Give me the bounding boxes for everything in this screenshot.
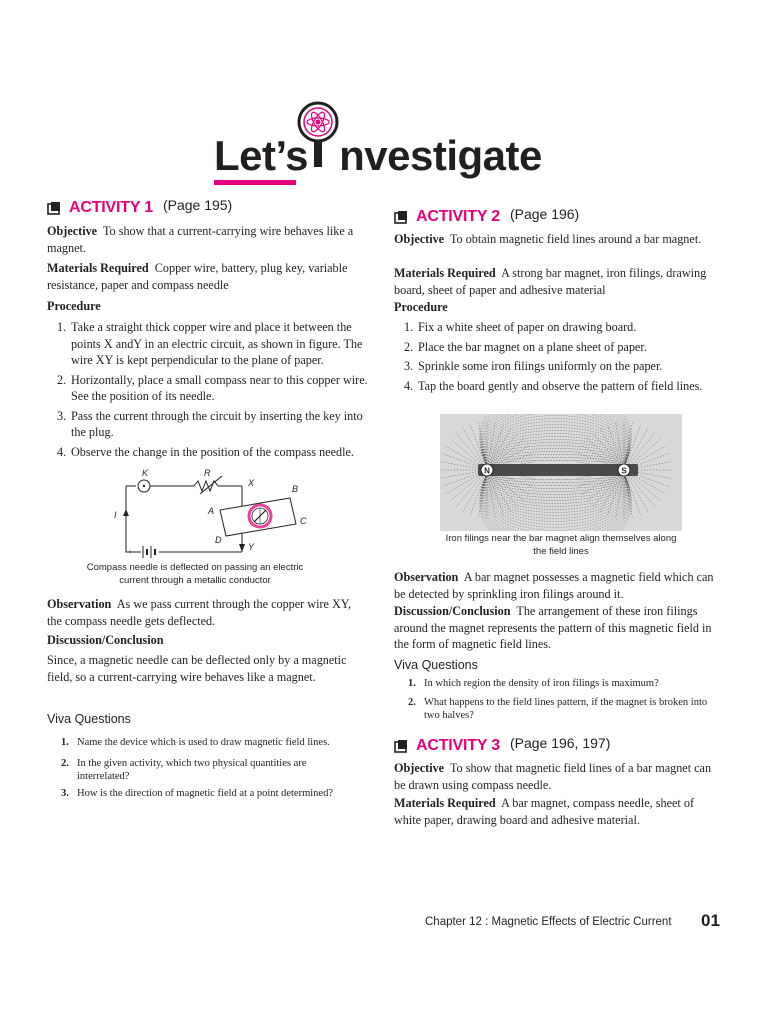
activity-2-discussion: Discussion/Conclusion The arrangement of these iron filings around the magnet represents the pattern of this magnetic field in the form of magnetic field lines. xyxy=(394,604,712,651)
activity-3-label: ACTIVITY 3 xyxy=(416,737,500,754)
list-item: 2. Horizontally, place a small compass near to this copper wire. See the position of its needle. xyxy=(57,372,368,403)
title-underline xyxy=(214,180,296,185)
list-item: 1. In which region the density of iron filings is maximum? xyxy=(408,678,659,689)
activity-1-header xyxy=(47,199,232,217)
activity-1-viva-list xyxy=(47,736,377,808)
activity-3-header xyxy=(394,737,610,755)
page-title xyxy=(214,130,542,182)
list-item: 1. Fix a white sheet of paper on drawing board. xyxy=(404,320,637,334)
activity-1-page: (Page 195) xyxy=(162,197,233,213)
label-c: C xyxy=(300,516,307,526)
label-b: B xyxy=(292,484,299,494)
activity-box-icon xyxy=(394,210,408,224)
list-item: 3. How is the direction of magnetic field at a point determined? xyxy=(61,788,333,799)
title-part-1: Let’s xyxy=(214,132,320,179)
label-r: R xyxy=(204,468,211,478)
label-d: D xyxy=(215,535,222,545)
list-item: 1. Name the device which is used to draw magnetic field lines. xyxy=(61,737,330,748)
activity-1-procedure-list xyxy=(47,319,377,463)
activity-2-procedure-list xyxy=(394,319,714,397)
activity-2-label: ACTIVITY 2 xyxy=(416,208,500,225)
label-k: K xyxy=(142,468,149,478)
title-part-2: nvestigate xyxy=(339,132,542,179)
activity-1-discussion: Since, a magnetic needle can be deflected only by a magnetic field, so a current-carrying wire behaves like a magnet. xyxy=(47,653,347,684)
activity-3-objective: Objective To show that magnetic field lines of a bar magnet can be drawn using compass needle. xyxy=(394,761,712,792)
activity-1-viva-heading: Viva Questions xyxy=(47,712,131,726)
activity-2-viva-list xyxy=(394,677,714,730)
north-pole-label: N xyxy=(484,466,490,476)
list-item: 2. Place the bar magnet on a plane sheet of paper. xyxy=(404,339,647,354)
activity-2-observation: Observation A bar magnet possesses a magnetic field which can be detected by sprinkling iron filings around it. xyxy=(394,570,714,601)
list-item: 4. Tap the board gently and observe the pattern of field lines. xyxy=(404,378,703,393)
footer-chapter: Chapter 12 : Magnetic Effects of Electric Current xyxy=(425,916,672,928)
activity-2-objective: Objective To obtain magnetic field lines around a bar magnet. xyxy=(394,232,702,246)
label-i: I xyxy=(114,510,117,520)
activity-2-materials: Materials Required A strong bar magnet, iron filings, drawing board, sheet of paper and adhesive material xyxy=(394,266,707,297)
activity-2-viva-heading: Viva Questions xyxy=(394,658,478,672)
list-item: 2. What happens to the field lines pattern, if the magnet is broken into two halves? xyxy=(408,697,708,721)
activity-1-observation: Observation As we pass current through the copper wire XY, the compass needle gets deflected. xyxy=(47,597,352,628)
circuit-diagram xyxy=(110,466,320,558)
activity-3-page: (Page 196, 197) xyxy=(509,735,611,751)
list-item: 4. Observe the change in the position of the compass needle. xyxy=(57,444,354,459)
list-item: 2. In the given activity, which two physical quantities are interrelated? xyxy=(61,758,307,782)
list-item: 3. Pass the current through the circuit by inserting the key into the plug. xyxy=(57,408,363,439)
activity-1-objective: Objective To show that a current-carrying wire behaves like a magnet. xyxy=(47,224,354,255)
activity-2-page: (Page 196) xyxy=(509,206,580,222)
activity-1-discussion-heading: Discussion/Conclusion xyxy=(47,633,164,647)
footer-page-number: 01 xyxy=(701,911,720,930)
activity-1-label: ACTIVITY 1 xyxy=(69,199,153,216)
label-x: X xyxy=(248,478,255,488)
label-a: A xyxy=(208,506,215,516)
activity-1-materials: Materials Required Copper wire, battery, plug key, variable resistance, paper and compass needle xyxy=(47,261,348,292)
activity-box-icon xyxy=(47,201,61,215)
list-item: 3. Sprinkle some iron filings uniformly on the paper. xyxy=(404,359,663,373)
south-pole-label: S xyxy=(621,466,627,476)
circuit-figure-caption: Compass needle is deflected on passing an electric current through a metallic conductor xyxy=(86,562,304,586)
filings-figure-caption: Iron filings near the bar magnet align themselves along the field lines xyxy=(445,533,677,557)
iron-filings-figure xyxy=(440,414,682,531)
activity-box-icon xyxy=(394,739,408,753)
activity-2-header xyxy=(394,208,579,226)
activity-1-procedure-heading: Procedure xyxy=(47,299,101,313)
activity-2-procedure-heading: Procedure xyxy=(394,300,448,314)
label-y: Y xyxy=(248,542,255,552)
list-item: 1. Take a straight thick copper wire and place it between the points X andY in an electric circuit, as shown in figure. The wire XY is kept perpendicular to the plane of paper. xyxy=(57,320,363,367)
activity-3-materials: Materials Required A bar magnet, compass needle, sheet of white paper, drawing board and adhesive material. xyxy=(394,796,694,827)
label-plus: + xyxy=(128,549,133,556)
